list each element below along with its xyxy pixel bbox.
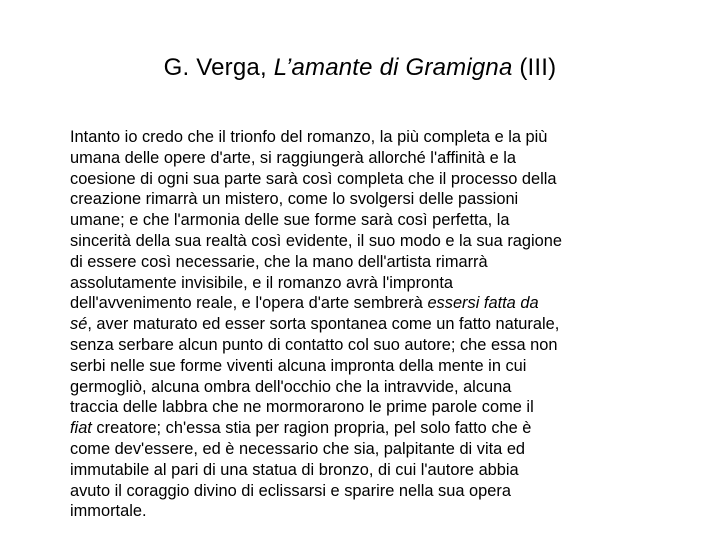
line-text: germogliò, alcuna ombra dell'occhio che la intravvide, alcuna	[70, 377, 512, 396]
line-text: coesione di ogni sua parte sarà così completa che il processo della	[70, 169, 557, 188]
line-text: dell'avvenimento reale, e l'opera d'arte sembrerà	[70, 294, 428, 313]
body-line	[70, 148, 682, 169]
body-line	[70, 189, 682, 210]
body-line	[70, 397, 682, 418]
body-line	[70, 418, 682, 439]
body-line	[70, 210, 682, 231]
body-line	[70, 356, 682, 377]
title-suffix: (III)	[512, 54, 557, 81]
body-line	[70, 169, 682, 190]
line-text: , aver maturato ed esser sorta spontanea come un fatto naturale,	[87, 315, 560, 334]
line-text: creatore; ch'essa stia per ragion propria, pel solo fatto che è	[91, 419, 532, 438]
line-text: immortale.	[70, 502, 147, 521]
body-line	[70, 231, 682, 252]
body-line	[70, 377, 682, 398]
line-text: immutabile al pari di una statua di bronzo, di cui l'autore abbia	[70, 460, 519, 479]
body-line	[70, 314, 682, 335]
title-author: G. Verga,	[163, 54, 274, 81]
line-text: serbi nelle sue forme viventi alcuna impronta della mente in cui	[70, 356, 527, 375]
body-line	[70, 252, 682, 273]
body-line	[70, 501, 682, 522]
line-text: umana delle opere d'arte, si raggiungerà allorché l'affinità e la	[70, 148, 517, 167]
body-line	[70, 460, 682, 481]
italic-phrase: essersi fatta da	[427, 294, 539, 313]
body-line	[70, 481, 682, 502]
body-text	[70, 127, 682, 522]
body-line	[70, 335, 682, 356]
line-text: umane; e che l'armonia delle sue forme sarà così perfetta, la	[70, 211, 510, 230]
line-text: sincerità della sua realtà così evidente, il suo modo e la sua ragione	[70, 231, 563, 250]
body-line	[70, 439, 682, 460]
italic-phrase: fiat	[70, 419, 92, 438]
line-text: Intanto io credo che il trionfo del romanzo, la più completa e la più	[70, 128, 548, 146]
slide-title	[0, 52, 720, 84]
title-work: L’amante di Gramigna	[273, 54, 513, 81]
body-line	[70, 273, 682, 294]
line-text: come dev'essere, ed è necessario che sia, palpitante di vita ed	[70, 439, 526, 458]
line-text: senza serbare alcun punto di contatto col suo autore; che essa non	[70, 335, 558, 354]
line-text: di essere così necessarie, che la mano dell'artista rimarrà	[70, 252, 488, 271]
line-text: creazione rimarrà un mistero, come lo svolgersi delle passioni	[70, 190, 519, 209]
line-text: traccia delle labbra che ne mormorarono le prime parole come il	[70, 398, 534, 417]
italic-phrase: sé	[70, 315, 88, 334]
body-line	[70, 127, 682, 148]
body-line	[70, 293, 682, 314]
line-text: avuto il coraggio divino di eclissarsi e sparire nella sua opera	[70, 481, 511, 500]
line-text: assolutamente invisibile, e il romanzo avrà l'impronta	[70, 273, 454, 292]
